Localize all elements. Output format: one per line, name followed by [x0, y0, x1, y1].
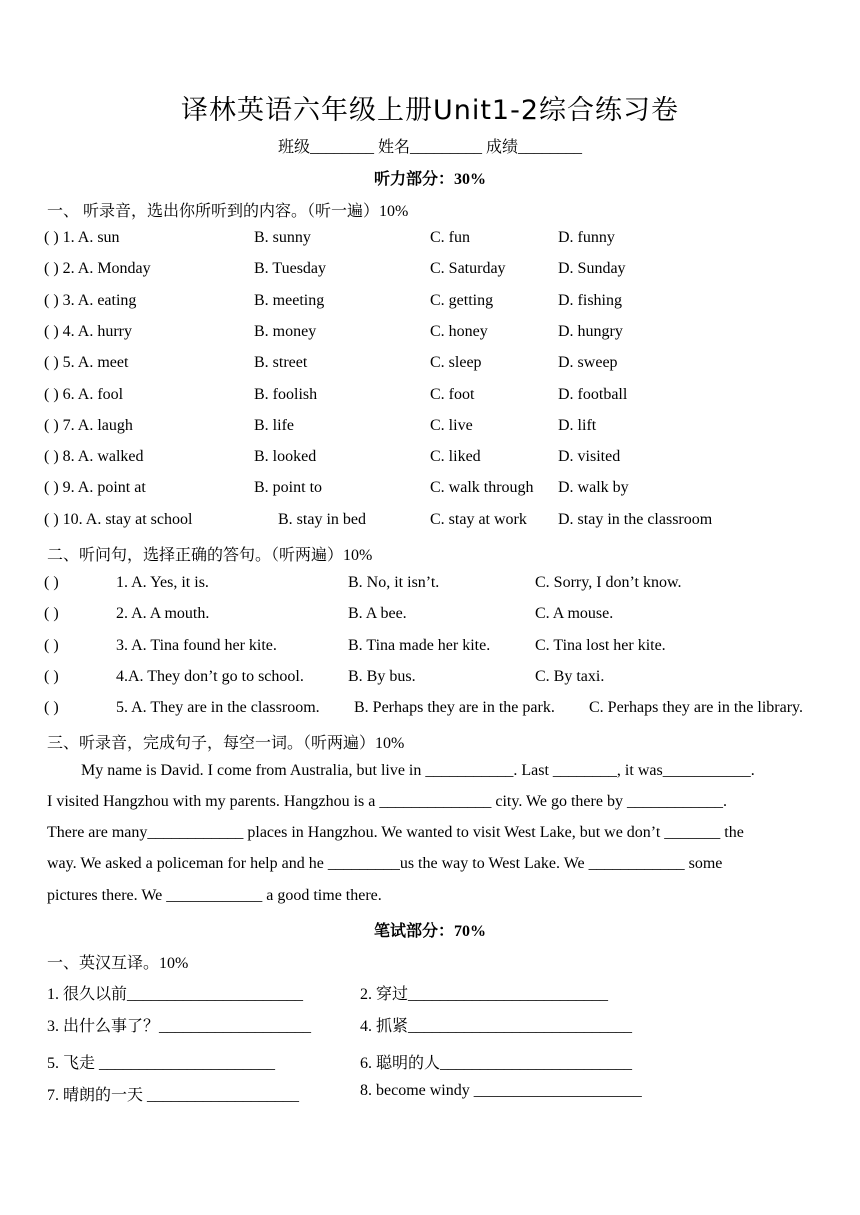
question-row — [0, 511, 860, 537]
passage-line: My name is David. I come from Australia, but live in ___________. Last ________, it was___________. — [81, 762, 755, 779]
question-row — [0, 605, 860, 631]
option-a: 2. A. A mouth. — [116, 605, 210, 623]
option-d: D. Sunday — [558, 260, 626, 278]
answer-bracket: ( ) — [44, 574, 59, 591]
option-b: B. Tina made her kite. — [348, 636, 491, 654]
question-row — [0, 323, 860, 349]
option-a: 5. A. They are in the classroom. — [116, 699, 320, 717]
option-c: C. live — [430, 416, 473, 434]
question-row — [0, 292, 860, 318]
option-d: D. stay in the classroom — [558, 510, 713, 528]
question-number-option-a: ( ) 7. A. laugh — [44, 416, 133, 434]
option-c: C. sleep — [430, 354, 482, 372]
part1-heading: 一、 听录音，选出你所听到的内容。（听一遍）10% — [47, 203, 409, 220]
question-row — [0, 668, 860, 694]
option-b: B. A bee. — [348, 605, 407, 623]
option-c: C. By taxi. — [535, 667, 605, 685]
written-part1-heading: 一、英汉互译。10% — [47, 955, 189, 972]
option-b: B. street — [254, 354, 308, 372]
question-number-option-a: ( ) 9. A. point at — [44, 479, 146, 497]
translation-item: 8. become windy _____________________ — [360, 1082, 642, 1099]
option-c: C. Sorry, I don’t know. — [535, 574, 682, 591]
listening-section-header: 听力部分：30% — [373, 171, 486, 188]
option-b: B. life — [254, 416, 294, 434]
translation-item: 5. 飞走 ______________________ — [47, 1055, 276, 1072]
written-section-header: 笔试部分：70% — [373, 923, 486, 940]
question-row — [0, 417, 860, 443]
option-c: C. fun — [430, 229, 470, 246]
question-number-option-a: ( ) 8. A. walked — [44, 448, 144, 466]
option-c: C. getting — [430, 291, 494, 309]
option-d: D. football — [558, 385, 628, 403]
question-row — [0, 386, 860, 412]
option-c: C. walk through — [430, 479, 534, 497]
option-b: B. stay in bed — [278, 510, 366, 528]
option-b: B. looked — [254, 448, 317, 466]
question-row — [0, 229, 860, 255]
page-title: 译林英语六年级上册Unit1-2综合练习卷 — [180, 95, 680, 126]
option-b: B. foolish — [254, 385, 318, 403]
answer-bracket: ( ) — [44, 605, 59, 623]
option-d: D. lift — [558, 416, 597, 434]
option-d: D. fishing — [558, 291, 622, 309]
option-c: C. honey — [430, 322, 488, 340]
question-row — [0, 354, 860, 380]
option-c: C. A mouse. — [535, 605, 614, 623]
answer-bracket: ( ) — [44, 636, 59, 654]
option-c: C. Tina lost her kite. — [535, 636, 666, 654]
translation-item: 2. 穿过_________________________ — [360, 986, 609, 1003]
question-number-option-a: ( ) 1. A. sun — [44, 229, 120, 246]
translation-item: 1. 很久以前______________________ — [47, 986, 304, 1003]
option-c: C. Saturday — [430, 260, 506, 278]
option-a: 4.A. They don’t go to school. — [116, 667, 304, 685]
question-row — [0, 479, 860, 505]
option-b: B. point to — [254, 479, 323, 497]
translation-item: 4. 抓紧____________________________ — [360, 1018, 633, 1035]
translation-item: 7. 晴朗的一天 ___________________ — [47, 1087, 300, 1104]
question-row — [0, 448, 860, 474]
option-d: D. funny — [558, 229, 615, 246]
option-b: B. By bus. — [348, 667, 416, 685]
option-b: B. No, it isn’t. — [348, 574, 440, 591]
option-d: D. hungry — [558, 322, 623, 340]
question-number-option-a: ( ) 5. A. meet — [44, 354, 129, 372]
option-a: 1. A. Yes, it is. — [116, 574, 209, 591]
student-info-line: 班级________ 姓名_________ 成绩________ — [277, 139, 582, 156]
passage-line: I visited Hangzhou with my parents. Hangzhou is a ______________ city. We go there by ____________. — [47, 793, 727, 810]
option-c: C. liked — [430, 448, 481, 466]
option-c: C. stay at work — [430, 510, 527, 528]
question-row — [0, 699, 860, 725]
option-c: C. Perhaps they are in the library. — [589, 699, 804, 717]
part3-heading: 三、听录音，完成句子，每空一词。（听两遍）10% — [47, 735, 405, 752]
option-b: B. meeting — [254, 291, 325, 309]
question-row — [0, 574, 860, 600]
question-number-option-a: ( ) 10. A. stay at school — [44, 510, 193, 528]
option-b: B. Tuesday — [254, 260, 327, 278]
answer-bracket: ( ) — [44, 699, 59, 717]
part2-heading: 二、听问句，选择正确的答句。（听两遍）10% — [47, 547, 373, 564]
option-b: B. money — [254, 322, 317, 340]
question-number-option-a: ( ) 4. A. hurry — [44, 322, 132, 340]
translation-item: 3. 出什么事了？___________________ — [47, 1018, 312, 1035]
option-c: C. foot — [430, 385, 475, 403]
question-row — [0, 637, 860, 663]
question-number-option-a: ( ) 2. A. Monday — [44, 260, 151, 278]
question-number-option-a: ( ) 3. A. eating — [44, 291, 137, 309]
option-d: D. walk by — [558, 479, 629, 497]
passage-line: There are many____________ places in Hangzhou. We wanted to visit West Lake, but we don’t _______ the — [47, 824, 744, 841]
option-b: B. Perhaps they are in the park. — [354, 699, 555, 717]
option-a: 3. A. Tina found her kite. — [116, 636, 277, 654]
option-b: B. sunny — [254, 229, 311, 246]
passage-line: way. We asked a policeman for help and he _________us the way to West Lake. We ____________ some — [47, 855, 723, 872]
option-d: D. sweep — [558, 354, 618, 372]
answer-bracket: ( ) — [44, 667, 59, 685]
translation-item: 6. 聪明的人________________________ — [360, 1055, 633, 1072]
question-number-option-a: ( ) 6. A. fool — [44, 385, 124, 403]
option-d: D. visited — [558, 448, 621, 466]
passage-line: pictures there. We ____________ a good time there. — [47, 887, 382, 904]
question-row — [0, 260, 860, 286]
